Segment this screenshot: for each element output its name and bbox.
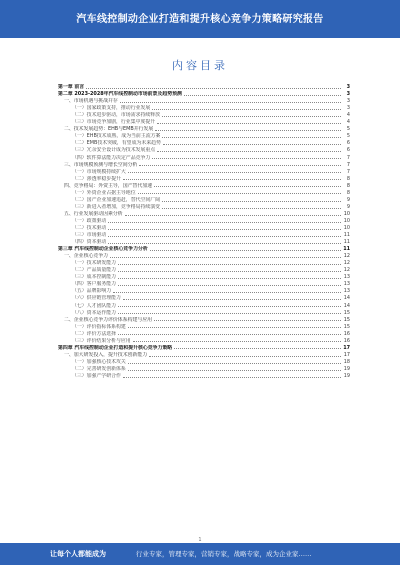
- toc-entry-label: （四）软件算法能力决定产品竞争力: [72, 154, 151, 161]
- toc-entry-page: 3: [346, 98, 350, 105]
- toc-entry[interactable]: [58, 259, 350, 266]
- toc-entry-label: （二）技术进步驱动，市场需求持续释放: [72, 112, 161, 119]
- toc-leader-dots: [108, 235, 341, 237]
- toc-entry[interactable]: [58, 139, 350, 146]
- table-of-contents: [58, 83, 350, 535]
- toc-entry-label: 二、技术发展趋势：EHB与EMB并行发展: [64, 126, 154, 133]
- toc-leader-dots: [86, 87, 341, 89]
- toc-leader-dots: [123, 298, 341, 300]
- toc-entry[interactable]: [58, 238, 350, 245]
- toc-entry-page: 8: [346, 175, 350, 182]
- toc-entry-label: （二）完善研发创新体系: [72, 365, 126, 372]
- toc-entry-label: （八）资本运作能力: [72, 309, 117, 316]
- toc-entry-page: 14: [343, 295, 350, 302]
- toc-entry[interactable]: [58, 231, 350, 238]
- toc-entry-page: 18: [343, 358, 350, 365]
- toc-entry-page: 11: [343, 239, 350, 246]
- toc-leader-dots: [118, 277, 341, 279]
- toc-leader-dots: [113, 291, 341, 293]
- toc-entry-label: 第三章 汽车线控制动企业核心竞争力分析: [58, 246, 148, 253]
- toc-entry-page: 10: [343, 217, 350, 224]
- toc-entry-label: （三）市场驱动: [72, 232, 107, 239]
- toc-leader-dots: [110, 256, 341, 258]
- toc-entry-label: （一）EHB技术成熟，成为当前主流方案: [72, 133, 161, 140]
- toc-entry-label: 第四章 汽车线控制动企业打造和提升核心竞争力策略: [58, 344, 173, 351]
- toc-entry-page: 4: [346, 119, 350, 126]
- toc-entry-label: （七）人才团队能力: [72, 302, 117, 309]
- toc-entry-label: （一）市场规模持续扩大: [72, 168, 126, 175]
- toc-entry-page: 15: [343, 316, 350, 323]
- toc-entry-page: 3: [346, 105, 350, 112]
- toc-entry-page: 10: [343, 210, 350, 217]
- toc-entry-label: （一）国家政策支持，推动行业发展: [72, 105, 151, 112]
- toc-leader-dots: [125, 214, 341, 216]
- footer-slogan: 让每个人都能成为: [50, 550, 106, 558]
- toc-leader-dots: [184, 94, 341, 96]
- toc-leader-dots: [154, 319, 341, 321]
- toc-entry-page: 13: [343, 274, 350, 281]
- toc-entry-label: （三）市场竞争加剧，行业集中度提升: [72, 119, 156, 126]
- toc-entry-label: （一）评价指标体系构建: [72, 323, 126, 330]
- toc-entry-page: 16: [343, 330, 350, 337]
- toc-entry-label: （二）渗透率稳步提升: [72, 175, 121, 182]
- toc-entry[interactable]: [58, 365, 350, 372]
- toc-entry[interactable]: [58, 294, 350, 301]
- toc-entry[interactable]: [58, 358, 350, 365]
- toc-leader-dots: [133, 340, 341, 342]
- toc-entry[interactable]: [58, 97, 350, 104]
- toc-leader-dots: [157, 122, 341, 124]
- toc-entry-label: （三）冗余安全设计成为技术发展重点: [72, 147, 156, 154]
- toc-entry-page: 9: [346, 203, 350, 210]
- toc-entry-page: 5: [346, 126, 350, 133]
- toc-entry-page: 17: [343, 344, 350, 351]
- toc-leader-dots: [139, 164, 341, 166]
- toc-entry-label: （二）技术驱动: [72, 224, 107, 231]
- toc-entry-label: 第二章 2023-2028年汽车线控制动市场前景及趋势预测: [58, 91, 182, 98]
- toc-leader-dots: [162, 136, 341, 138]
- toc-entry-page: 8: [346, 189, 350, 196]
- toc-entry-page: 3: [346, 91, 350, 98]
- toc-entry-page: 6: [346, 140, 350, 147]
- toc-entry-label: （三）新进入者增加，竞争格局持续演变: [72, 203, 161, 210]
- toc-leader-dots: [149, 355, 341, 357]
- toc-leader-dots: [118, 263, 341, 265]
- toc-entry-page: 15: [343, 309, 350, 316]
- document-header: [0, 0, 400, 38]
- toc-entry-page: 7: [346, 168, 350, 175]
- toc-leader-dots: [162, 200, 341, 202]
- toc-entry-page: 15: [343, 323, 350, 330]
- toc-entry[interactable]: [58, 182, 350, 189]
- toc-entry[interactable]: [58, 175, 350, 182]
- toc-leader-dots: [108, 242, 341, 244]
- toc-leader-dots: [118, 270, 341, 272]
- toc-entry[interactable]: [58, 351, 350, 358]
- toc-entry-page: 12: [343, 253, 350, 260]
- toc-leader-dots: [154, 185, 341, 187]
- toc-entry-label: （三）成本控制能力: [72, 274, 117, 281]
- toc-leader-dots: [162, 115, 341, 117]
- toc-leader-dots: [128, 362, 341, 364]
- toc-entry-page: 7: [346, 154, 350, 161]
- toc-entry[interactable]: [58, 273, 350, 280]
- toc-entry-label: （二）国产企业加速追赶，替代空间广阔: [72, 196, 161, 203]
- toc-leader-dots: [108, 221, 341, 223]
- toc-entry-page: 5: [346, 133, 350, 140]
- toc-entry-page: 9: [346, 196, 350, 203]
- report-title: 汽车线控制动企业打造和提升核心竞争力策略研究报告: [76, 14, 324, 25]
- toc-entry[interactable]: [58, 245, 350, 252]
- toc-leader-dots: [118, 312, 341, 314]
- toc-entry[interactable]: [58, 217, 350, 224]
- toc-entry[interactable]: [58, 316, 350, 323]
- toc-leader-dots: [128, 369, 341, 371]
- toc-entry-page: 12: [343, 260, 350, 267]
- toc-entry[interactable]: [58, 301, 350, 308]
- toc-entry-page: 7: [346, 161, 350, 168]
- toc-heading: 内容目录: [172, 59, 228, 72]
- toc-entry-label: 一、加大研发投入，提升技术创新能力: [64, 351, 148, 358]
- toc-entry-page: 13: [343, 281, 350, 288]
- toc-leader-dots: [138, 192, 341, 194]
- toc-entry-label: （五）品牌影响力: [72, 288, 112, 295]
- toc-entry[interactable]: [58, 266, 350, 273]
- toc-entry[interactable]: [58, 344, 350, 351]
- toc-entry[interactable]: [58, 309, 350, 316]
- toc-leader-dots: [152, 157, 341, 159]
- toc-entry-page: 11: [343, 232, 350, 239]
- toc-entry[interactable]: [58, 196, 350, 203]
- footer-tagline: 行业专家，管理专家，营销专家，战略专家，成为企业家……: [136, 550, 312, 558]
- document-footer: [0, 543, 400, 565]
- toc-entry-label: （二）EMB技术突破，有望成为未来趋势: [72, 140, 161, 147]
- toc-entry[interactable]: [58, 168, 350, 175]
- toc-leader-dots: [118, 305, 341, 307]
- toc-entry-page: 11: [343, 246, 350, 253]
- toc-entry[interactable]: [58, 280, 350, 287]
- toc-leader-dots: [174, 347, 341, 349]
- toc-leader-dots: [162, 207, 341, 209]
- toc-entry-page: 8: [346, 182, 350, 189]
- toc-entry[interactable]: [58, 125, 350, 132]
- toc-entry-page: 12: [343, 267, 350, 274]
- toc-entry[interactable]: [58, 252, 350, 259]
- toc-entry-page: 10: [343, 224, 350, 231]
- toc-leader-dots: [123, 376, 341, 378]
- toc-entry-label: （三）加强产学研合作: [72, 372, 121, 379]
- toc-entry[interactable]: [58, 323, 350, 330]
- toc-entry-label: （一）技术研发能力: [72, 260, 117, 267]
- toc-entry[interactable]: [58, 146, 350, 153]
- toc-entry[interactable]: [58, 224, 350, 231]
- toc-leader-dots: [163, 143, 341, 145]
- toc-entry[interactable]: [58, 203, 350, 210]
- toc-entry-label: （一）政策驱动: [72, 217, 107, 224]
- toc-entry-label: （三）评价结果分析与应用: [72, 337, 131, 344]
- toc-entry-label: （二）产品质量能力: [72, 267, 117, 274]
- toc-entry-label: 五、行业发展驱动因素分析: [64, 210, 123, 217]
- toc-leader-dots: [120, 101, 341, 103]
- toc-leader-dots: [118, 284, 341, 286]
- toc-entry[interactable]: [58, 153, 350, 160]
- toc-entry-label: （四）资本驱动: [72, 239, 107, 246]
- toc-entry-page: 19: [343, 365, 350, 372]
- toc-leader-dots: [118, 333, 341, 335]
- toc-entry-page: 6: [346, 147, 350, 154]
- toc-leader-dots: [152, 108, 341, 110]
- page-number: 1: [198, 537, 202, 543]
- toc-leader-dots: [108, 228, 341, 230]
- toc-entry[interactable]: [58, 337, 350, 344]
- toc-entry[interactable]: [58, 104, 350, 111]
- toc-entry[interactable]: [58, 161, 350, 168]
- toc-entry-page: 4: [346, 112, 350, 119]
- toc-entry[interactable]: [58, 132, 350, 139]
- toc-entry[interactable]: [58, 83, 350, 90]
- toc-entry-page: 3: [346, 84, 350, 91]
- toc-entry-label: 一、市场机遇与挑战并存: [64, 98, 118, 105]
- toc-entry-label: （四）客户服务能力: [72, 281, 117, 288]
- toc-leader-dots: [128, 171, 341, 173]
- toc-entry-label: 二、企业核心竞争力评价体系构建与应用: [64, 316, 153, 323]
- toc-entry[interactable]: [58, 118, 350, 125]
- toc-entry-page: 13: [343, 288, 350, 295]
- toc-entry-page: 14: [343, 302, 350, 309]
- toc-entry-label: 第一章 前言: [58, 84, 85, 91]
- toc-entry-label: （一）加强核心技术攻关: [72, 358, 126, 365]
- toc-entry-page: 16: [343, 337, 350, 344]
- toc-entry[interactable]: [58, 111, 350, 118]
- toc-leader-dots: [128, 326, 341, 328]
- toc-entry-page: 19: [343, 372, 350, 379]
- toc-leader-dots: [157, 150, 341, 152]
- toc-entry[interactable]: [58, 372, 350, 379]
- toc-entry-label: 一、企业核心竞争力: [64, 253, 109, 260]
- toc-entry[interactable]: [58, 330, 350, 337]
- toc-entry-label: （二）评价方法选择: [72, 330, 117, 337]
- toc-entry[interactable]: [58, 287, 350, 294]
- toc-leader-dots: [155, 129, 341, 131]
- toc-leader-dots: [123, 178, 341, 180]
- toc-entry-page: 17: [343, 351, 350, 358]
- toc-entry-label: （一）外资企业占据主导地位: [72, 189, 136, 196]
- toc-entry[interactable]: [58, 210, 350, 217]
- toc-leader-dots: [150, 249, 341, 251]
- toc-entry-label: （六）供应链管理能力: [72, 295, 121, 302]
- toc-entry-label: 三、市场规模预测与增长空间分析: [64, 161, 138, 168]
- toc-entry[interactable]: [58, 90, 350, 97]
- toc-entry-label: 四、竞争格局：外资主导，国产替代加速: [64, 182, 153, 189]
- toc-entry[interactable]: [58, 189, 350, 196]
